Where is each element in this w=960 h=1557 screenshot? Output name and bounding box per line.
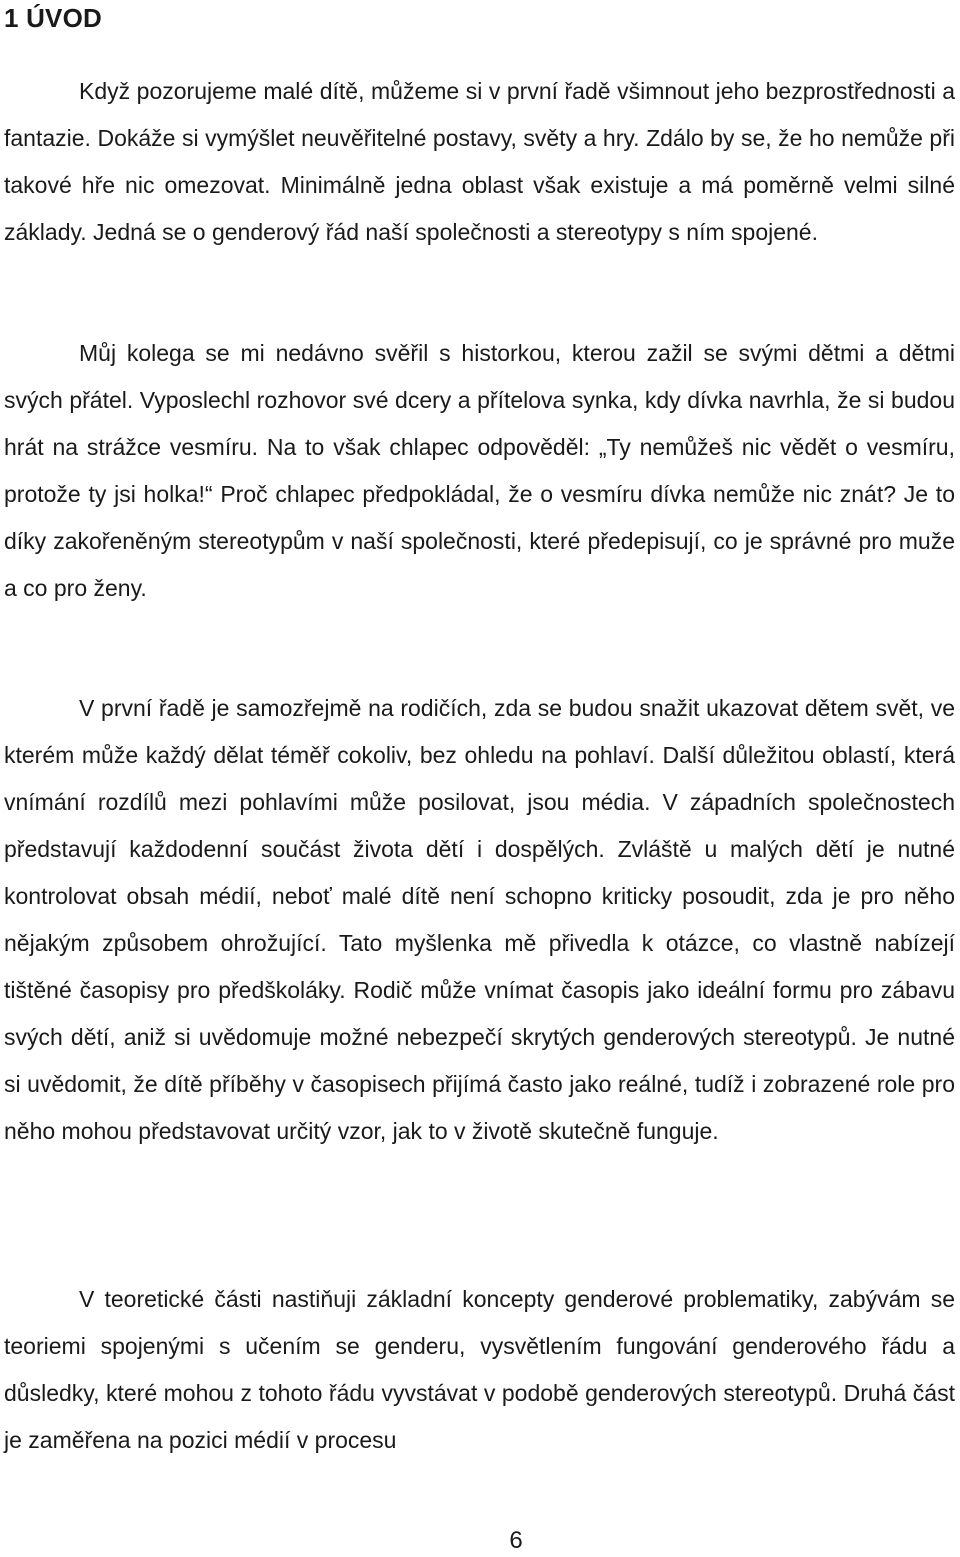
- paragraph-media: V první řadě je samozřejmě na rodičích, zda se budou snažit ukazovat dětem svět, ve kterém může každý dělat téměř cokoliv, bez ohledu na pohlaví. Další důležitou oblastí, která vnímání rozdílů mezi pohlavími může posilovat, jsou média. V západních společnostech představují každodenní součást života dětí i dospělých. Zvláště u malých dětí je nutné kontrolovat obsah médií, neboť malé dítě není schopno kriticky posoudit, zda je pro něho nějakým způsobem ohrožující. Tato myšlenka mě přivedla k otázce, co vlastně nabízejí tištěné časopisy pro předškoláky. Rodič může vnímat časopis jako ideální formu pro zábavu svých dětí, aniž si uvědomuje možné nebezpečí skrytých genderových stereotypů. Je nutné si uvědomit, že dítě příběhy v časopisech přijímá často jako reálné, tudíž i zobrazené role pro něho mohou představovat určitý vzor, jak to v životě skutečně funguje.: [4, 695, 955, 1144]
- paragraph-intro: Když pozorujeme malé dítě, můžeme si v první řadě všimnout jeho bezprostřednosti a fantazie. Dokáže si vymýšlet neuvěřitelné postavy, světy a hry. Zdálo by se, že ho nemůže při takové hře nic omezovat. Minimálně jedna oblast však existuje a má poměrně velmi silné základy. Jedná se o genderový řád naší společnosti a stereotypy s ním spojené.: [4, 78, 955, 245]
- paragraph-structure: V teoretické části nastiňuji základní koncepty genderové problematiky, zabývám se teoriemi spojenými s učením se genderu, vysvětlením fungování genderového řádu a důsledky, které mohou z tohoto řádu vyvstávat v podobě genderových stereotypů. Druhá část je zaměřena na pozici médií v procesu: [4, 1286, 955, 1453]
- paragraph-anecdote: Můj kolega se mi nedávno svěřil s historkou, kterou zažil se svými dětmi a dětmi svých přátel. Vyposlechl rozhovor své dcery a přítelova synka, kdy dívka navrhla, že si budou hrát na strážce vesmíru. Na to však chlapec odpověděl: „Ty nemůžeš nic vědět o vesmíru, protože ty jsi holka!“ Proč chlapec předpokládal, že o vesmíru dívka nemůže nic znát? Je to díky zakořeněným stereotypům v naší společnosti, které předepisují, co je správné pro muže a co pro ženy.: [4, 340, 955, 601]
- page-number: 6: [509, 1527, 523, 1554]
- chapter-heading: 1 ÚVOD: [4, 3, 103, 33]
